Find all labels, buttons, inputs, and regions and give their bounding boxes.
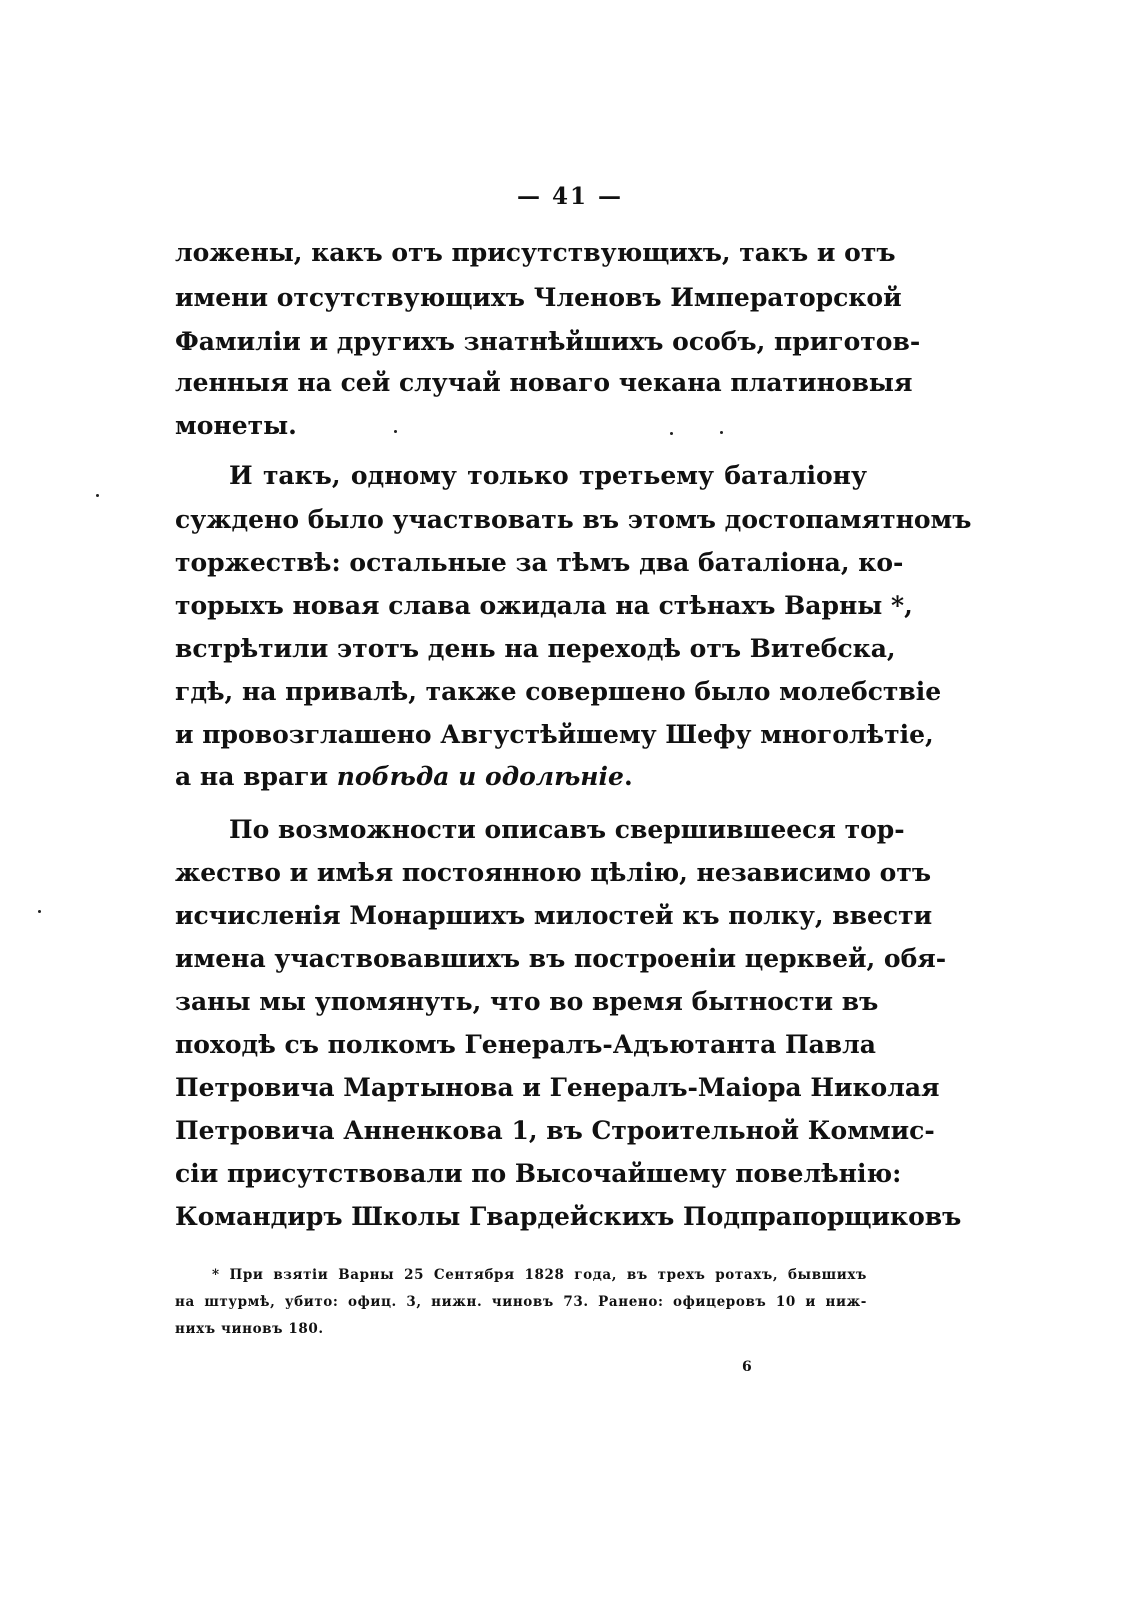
signature-mark: 6 xyxy=(742,1359,752,1375)
text-line: походѣ съ полкомъ Генералъ-Адъютанта Павла xyxy=(175,1030,876,1059)
scan-speck xyxy=(38,910,41,913)
text-run: . xyxy=(623,762,633,791)
scan-speck xyxy=(720,431,723,434)
text-line: Командиръ Школы Гвардейскихъ Подпрапорщиковъ xyxy=(175,1202,962,1231)
text-line: сіи присутствовали по Высочайшему повелѣнію: xyxy=(175,1159,902,1188)
text-line: гдѣ, на привалѣ, также совершено было молебствіе xyxy=(175,677,942,706)
text-line: суждено было участвовать въ этомъ достопамятномъ xyxy=(175,505,972,534)
footnote-line: нихъ чиновъ 180. xyxy=(175,1321,324,1337)
text-line xyxy=(175,762,867,792)
text-line: Фамиліи и другихъ знатнѣйшихъ особъ, приготов- xyxy=(175,327,921,356)
text-run: а на враги xyxy=(175,762,337,791)
page-number: — 41 — xyxy=(516,183,624,210)
text-line: Петровича Мартынова и Генералъ-Маіора Николая xyxy=(175,1073,940,1102)
text-line: исчисленія Монаршихъ милостей къ полку, ввести xyxy=(175,901,933,930)
text-line: ложены, какъ отъ присутствующихъ, такъ и отъ xyxy=(175,238,896,267)
text-line: По возможности описавъ свершившееся тор- xyxy=(229,815,905,844)
footnote-line: на штурмѣ, убито: офиц. 3, нижн. чиновъ 73. Ранено: офицеровъ 10 и ниж- xyxy=(175,1294,867,1310)
text-line: И такъ, одному только третьему баталіону xyxy=(229,461,867,490)
text-line: торжествѣ: остальные за тѣмъ два баталіона, ко- xyxy=(175,548,904,577)
text-line: Петровича Анненкова 1, въ Строительной Коммис- xyxy=(175,1116,935,1145)
footnote-line: * При взятіи Варны 25 Сентября 1828 года, въ трехъ ротахъ, бывшихъ xyxy=(212,1267,867,1283)
italic-phrase: побѣда и одолѣніе xyxy=(336,762,624,791)
scan-speck xyxy=(670,432,673,435)
text-line: заны мы упомянуть, что во время бытности въ xyxy=(175,987,879,1016)
text-line: и провозглашено Августѣйшему Шефу многолѣтіе, xyxy=(175,720,934,749)
scan-speck xyxy=(394,430,397,433)
text-line: встрѣтили этотъ день на переходѣ отъ Витебска, xyxy=(175,634,896,663)
text-line: торыхъ новая слава ожидала на стѣнахъ Варны *, xyxy=(175,591,913,620)
text-line: монеты. xyxy=(175,411,297,440)
text-line: ленныя на сей случай новаго чекана платиновыя xyxy=(175,368,913,397)
scan-speck xyxy=(96,494,99,497)
text-line: имени отсутствующихъ Членовъ Императорской xyxy=(175,283,902,312)
text-line: жество и имѣя постоянною цѣлію, независимо отъ xyxy=(175,858,931,887)
text-line: имена участвовавшихъ въ построеніи церквей, обя- xyxy=(175,944,947,973)
